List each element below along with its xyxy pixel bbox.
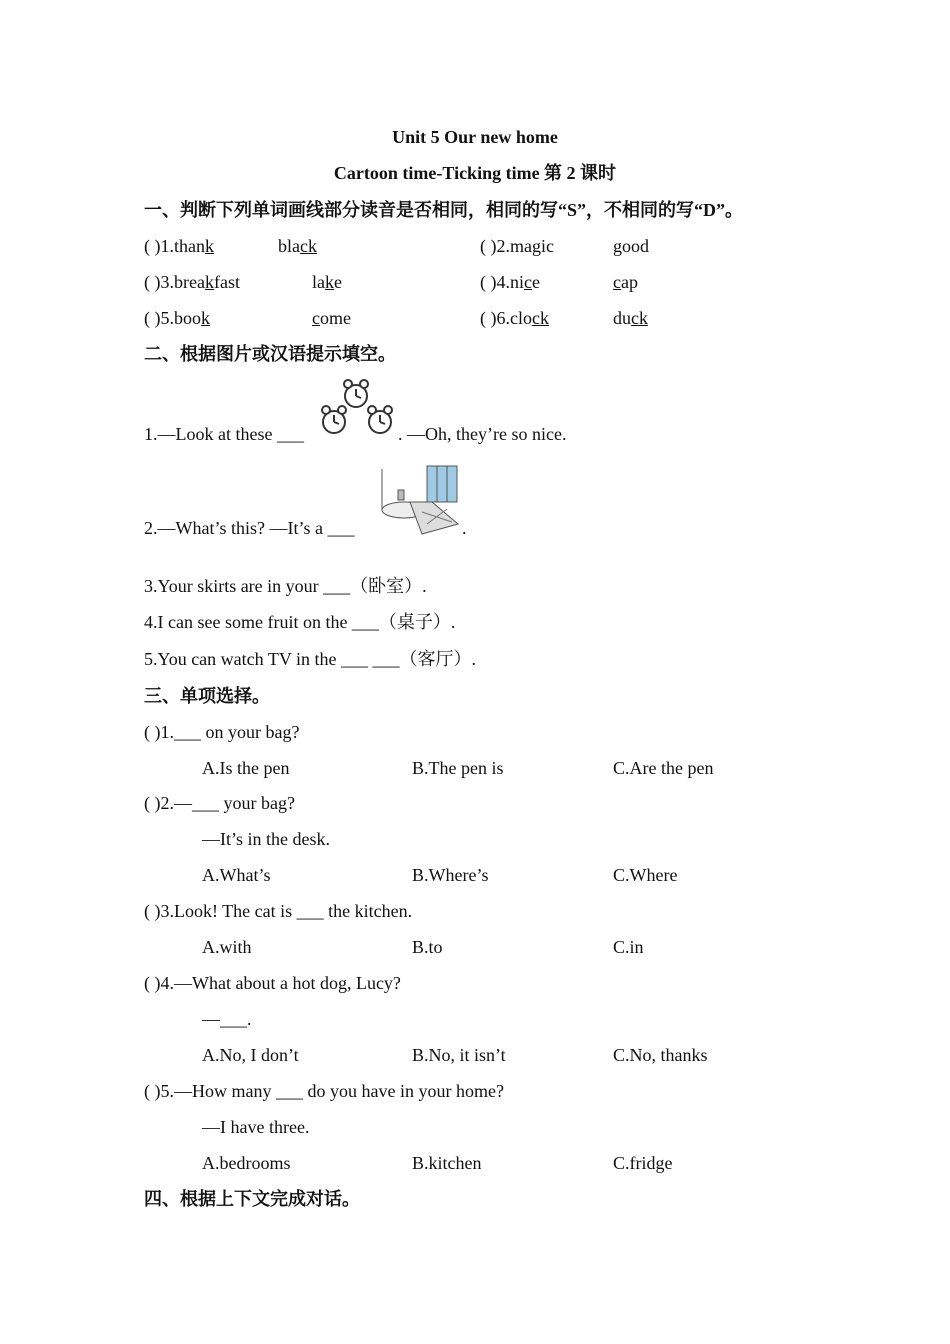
p3-q1-option-a: A.Is the pen (202, 758, 290, 778)
p1-item-5: ( )5.book (144, 308, 210, 328)
p3-q4-option-b: B.No, it isn’t (412, 1045, 506, 1065)
part2-heading: 二、根据图片或汉语提示填空。 (144, 344, 396, 364)
p3-q3-option-b: B.to (412, 937, 443, 957)
p1-item-1: ( )1.thank (144, 236, 214, 256)
page-title: Unit 5 Our new home (392, 127, 558, 147)
p1-item-1-word2: black (278, 236, 317, 256)
p1-item-4-word2: cap (613, 272, 638, 292)
p3-q4-stem: ( )4.—What about a hot dog, Lucy? (144, 973, 401, 993)
p2-q1-text-a: 1.—Look at these ___ (144, 424, 304, 444)
p3-q4-reply: —___. (202, 1009, 252, 1029)
part4-heading: 四、根据上下文完成对话。 (144, 1189, 360, 1209)
p1-item-5-word2: come (312, 308, 351, 328)
p3-q4-option-a: A.No, I don’t (202, 1045, 299, 1065)
p2-q2-text-b: . (462, 518, 467, 538)
p1-item-2-word2: good (613, 236, 649, 256)
p2-q3: 3.Your skirts are in your ___（卧室）. (144, 576, 427, 596)
p3-q5-option-c: C.fridge (613, 1153, 673, 1173)
p3-q2-option-b: B.Where’s (412, 865, 489, 885)
alarm-clocks-picture (318, 378, 398, 442)
p3-q5-reply: —I have three. (202, 1117, 310, 1137)
bathroom-picture (372, 464, 462, 536)
p3-q3-option-c: C.in (613, 937, 644, 957)
p1-item-2: ( )2.magic (480, 236, 554, 256)
p3-q4-option-c: C.No, thanks (613, 1045, 708, 1065)
p1-item-3: ( )3.breakfast (144, 272, 240, 292)
p1-item-3-word2: lake (312, 272, 342, 292)
p3-q3-stem: ( )3.Look! The cat is ___ the kitchen. (144, 901, 413, 921)
p3-q1-option-c: C.Are the pen (613, 758, 714, 778)
part3-heading: 三、单项选择。 (144, 686, 270, 706)
p3-q2-stem: ( )2.—___ your bag? (144, 793, 295, 813)
p2-q5: 5.You can watch TV in the ___ ___（客厅）. (144, 649, 476, 669)
p2-q2-text-a: 2.—What’s this? —It’s a ___ (144, 518, 355, 538)
page-subtitle: Cartoon time-Ticking time 第 2 课时 (333, 163, 617, 183)
p3-q5-option-b: B.kitchen (412, 1153, 482, 1173)
p2-q1-text-b: . —Oh, they’re so nice. (398, 424, 567, 444)
p1-item-4: ( )4.nice (480, 272, 541, 292)
p2-q4: 4.I can see some fruit on the ___（桌子）. (144, 612, 456, 632)
p3-q3-option-a: A.with (202, 937, 252, 957)
part1-heading: 一、判断下列单词画线部分读音是否相同，相同的写“S”，不相同的写“D”。 (144, 200, 744, 220)
p3-q1-option-b: B.The pen is (412, 758, 504, 778)
p1-item-6-word2: duck (613, 308, 648, 328)
p3-q2-option-c: C.Where (613, 865, 678, 885)
p3-q5-stem: ( )5.—How many ___ do you have in your home? (144, 1081, 504, 1101)
p3-q1-stem: ( )1.___ on your bag? (144, 722, 300, 742)
item-number: ( )1. (144, 236, 174, 256)
p3-q2-reply: —It’s in the desk. (202, 829, 330, 849)
p3-q5-option-a: A.bedrooms (202, 1153, 291, 1173)
p1-item-6: ( )6.clock (480, 308, 549, 328)
p3-q2-option-a: A.What’s (202, 865, 271, 885)
